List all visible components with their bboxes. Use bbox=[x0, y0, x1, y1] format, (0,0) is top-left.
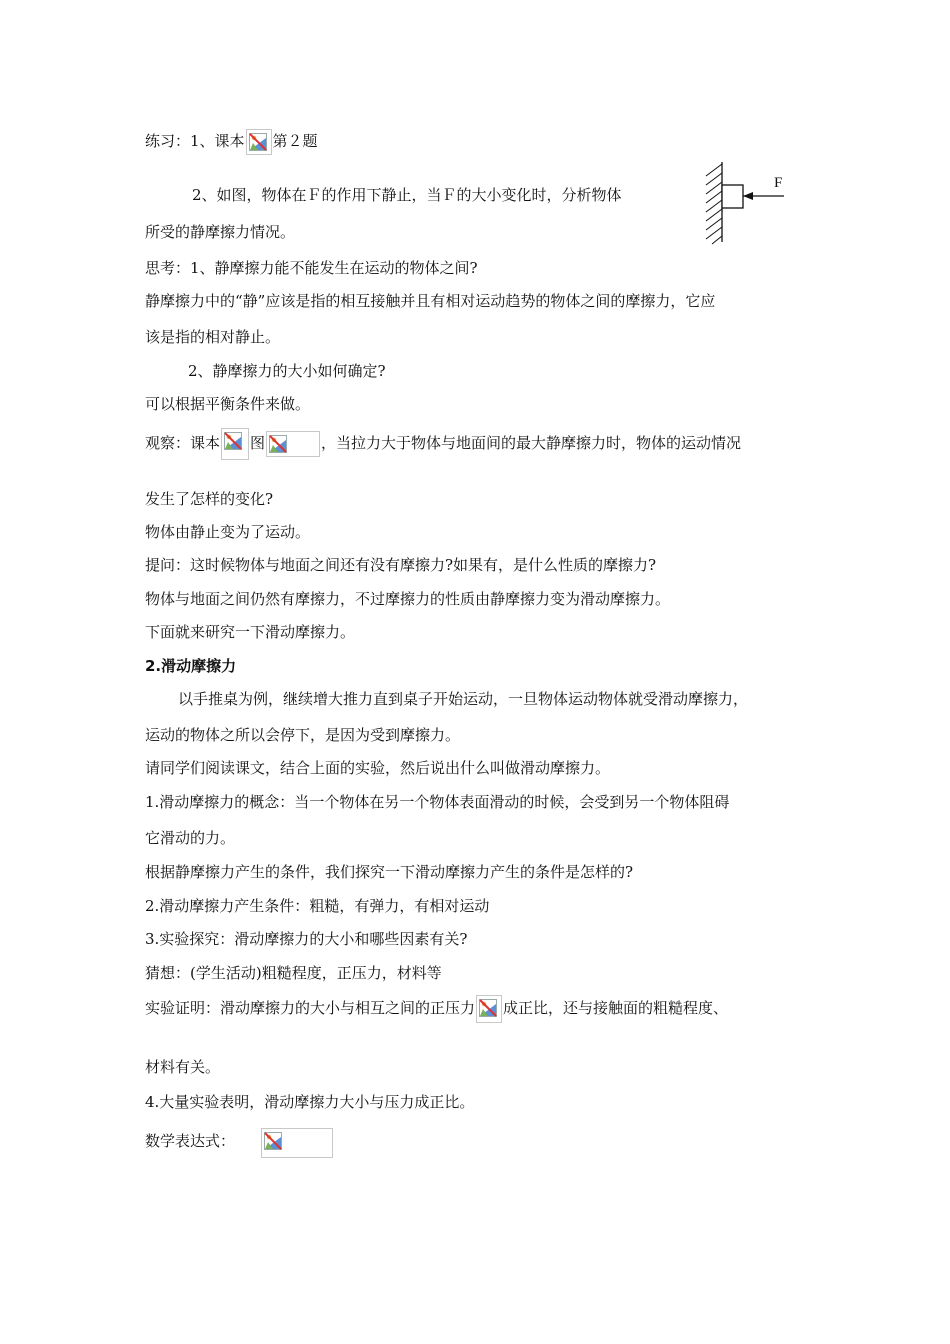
text-line: 它滑动的力。 bbox=[145, 829, 236, 847]
text-line: 3.实验探究：滑动摩擦力的大小和哪些因素有关? bbox=[145, 930, 468, 948]
text-line: 请同学们阅读课文，结合上面的实验，然后说出什么叫做滑动摩擦力。 bbox=[145, 759, 611, 777]
text-line: 根据静摩擦力产生的条件，我们探究一下滑动摩擦力产生的条件是怎样的? bbox=[145, 863, 634, 881]
question-2-line: 2、如图，物体在Ｆ的作用下静止，当Ｆ的大小变化时，分析物体 bbox=[192, 186, 622, 204]
text-line: 2.滑动摩擦力产生条件：粗糙，有弹力，有相对运动 bbox=[145, 897, 490, 915]
text-line: 4.大量实验表明，滑动摩擦力大小与压力成正比。 bbox=[145, 1093, 475, 1111]
text-line: 运动的物体之所以会停下，是因为受到摩擦力。 bbox=[145, 726, 461, 744]
exercise-line bbox=[145, 129, 318, 155]
exercise-label: 练习：1、课本 bbox=[145, 132, 245, 150]
proof-line bbox=[145, 995, 728, 1023]
text-line: 提问：这时候物体与地面之间还有没有摩擦力?如果有，是什么性质的摩擦力? bbox=[145, 556, 657, 574]
text-line: 物体由静止变为了运动。 bbox=[145, 523, 311, 541]
text-line: 1.滑动摩擦力的概念：当一个物体在另一个物体表面滑动的时候，会受到另一个物体阻碍 bbox=[145, 793, 730, 811]
text-line: 发生了怎样的变化? bbox=[145, 490, 274, 508]
broken-image-icon bbox=[266, 431, 320, 457]
broken-image-icon bbox=[261, 1128, 333, 1158]
text-line: 静摩擦力中的“静”应该是指的相互接触并且有相对运动趋势的物体之间的摩擦力，它应 bbox=[145, 292, 716, 310]
section-heading: 2.滑动摩擦力 bbox=[145, 657, 237, 675]
observe-label: 观察：课本 bbox=[145, 434, 221, 452]
figure-word: 图 bbox=[250, 434, 266, 452]
formula-label: 数学表达式： bbox=[145, 1132, 236, 1150]
broken-image-icon bbox=[476, 995, 502, 1023]
force-label: F bbox=[774, 175, 783, 191]
text-line: 下面就来研究一下滑动摩擦力。 bbox=[145, 623, 356, 641]
text-line: 猜想：(学生活动)粗糙程度，正压力，材料等 bbox=[145, 964, 442, 982]
text-line: 物体与地面之间仍然有摩擦力，不过摩擦力的性质由静摩擦力变为滑动摩擦力。 bbox=[145, 590, 671, 608]
observe-line bbox=[145, 428, 741, 460]
observe-text: ，当拉力大于物体与地面间的最大静摩擦力时，物体的运动情况 bbox=[321, 434, 742, 452]
text-line: 以手推桌为例，继续增大推力直到桌子开始运动，一旦物体运动物体就受滑动摩擦力， bbox=[178, 690, 749, 708]
proof-text-end: 成正比，还与接触面的粗糙程度、 bbox=[503, 999, 729, 1017]
text-line: 2、静摩擦力的大小如何确定? bbox=[188, 362, 386, 380]
broken-image-icon bbox=[246, 129, 272, 155]
text-line: 材料有关。 bbox=[145, 1058, 221, 1076]
broken-image-icon bbox=[221, 428, 249, 460]
wall-force-diagram bbox=[700, 160, 800, 250]
exercise-page: 第２题 bbox=[272, 132, 318, 150]
proof-text: 实验证明：滑动摩擦力的大小与相互之间的正压力 bbox=[145, 999, 476, 1017]
text-line: 可以根据平衡条件来做。 bbox=[145, 395, 311, 413]
formula-line bbox=[145, 1128, 334, 1158]
text-line: 该是指的相对静止。 bbox=[145, 328, 281, 346]
text-line: 思考：1、静摩擦力能不能发生在运动的物体之间? bbox=[145, 259, 478, 277]
text-line: 所受的静摩擦力情况。 bbox=[145, 223, 296, 241]
